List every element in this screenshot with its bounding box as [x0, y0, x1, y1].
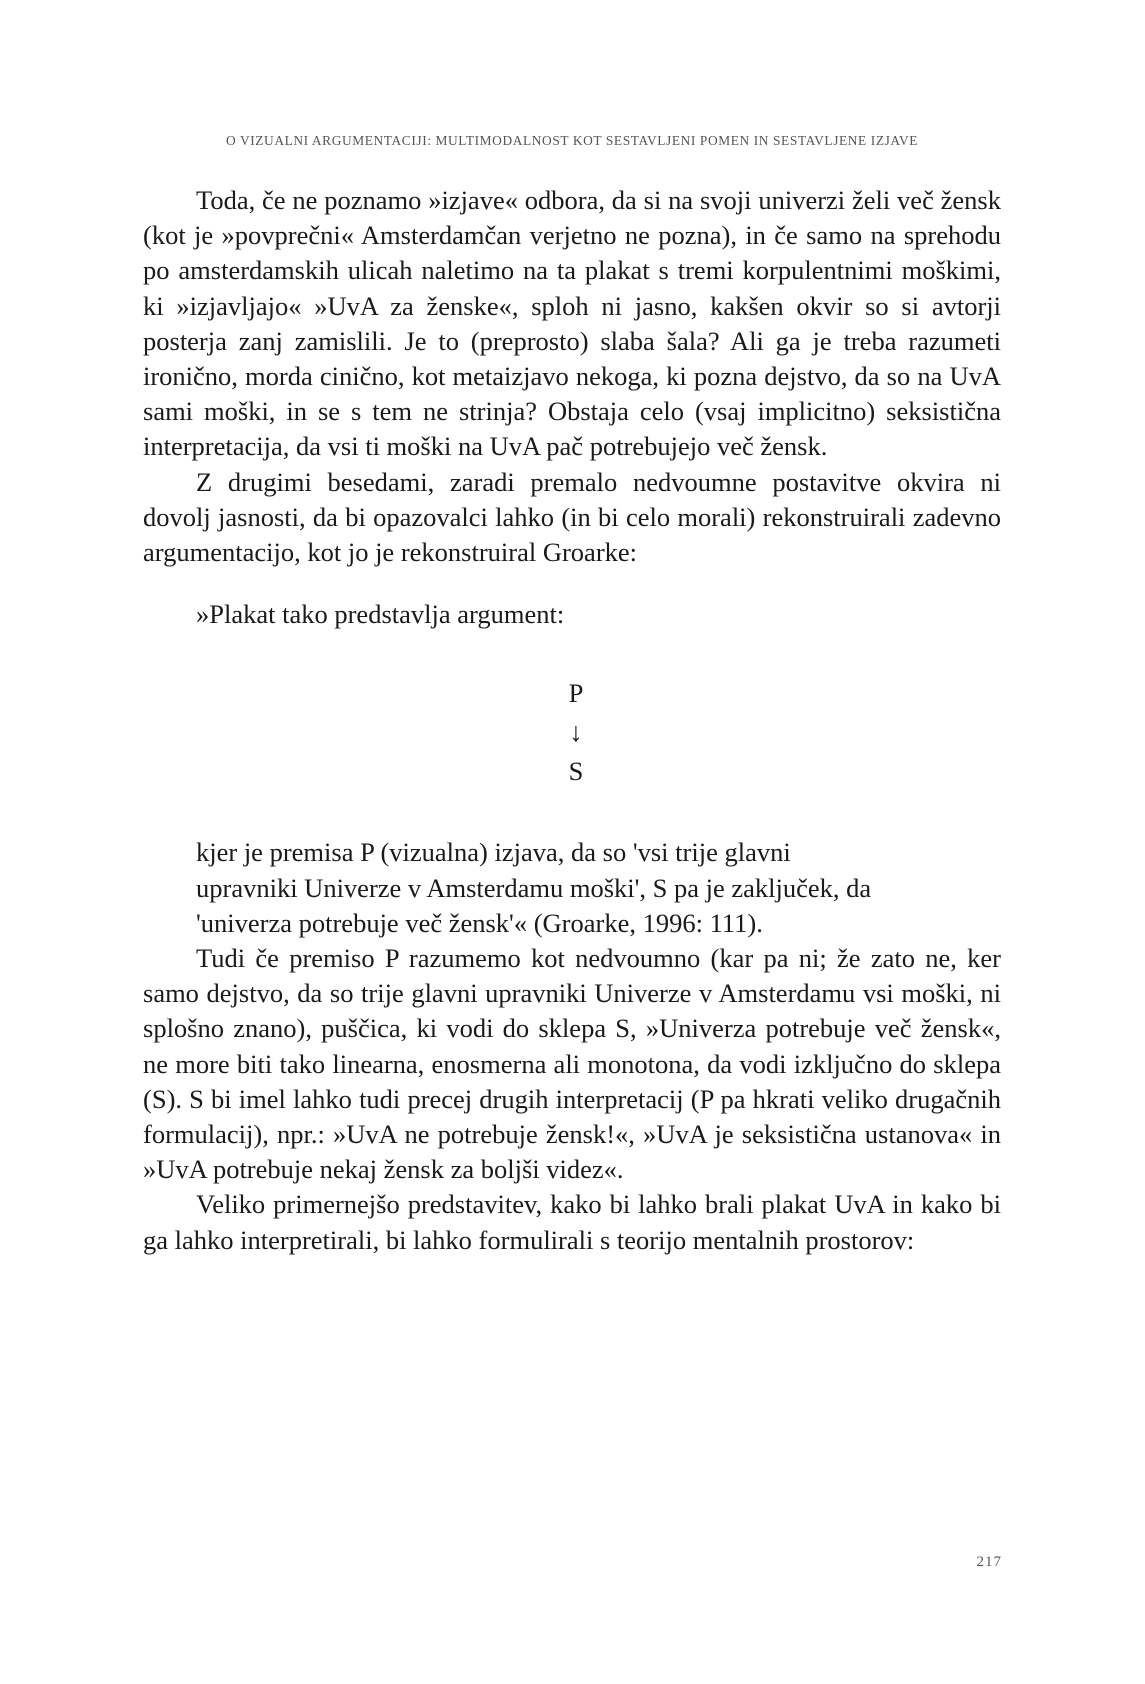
argument-formula: [143, 674, 1001, 791]
running-head: O VIZUALNI ARGUMENTACIJI: MULTIMODALNOST KOT SESTAVLJENI POMEN IN SESTAVLJENE IZJAVE: [225, 133, 919, 148]
page-number: 217: [976, 1554, 1002, 1570]
body-paragraph: Tudi če premiso P razumemo kot nedvoumno (kar pa ni; že zato ne, ker samo dejstvo, da so trije glavni upravniki Univerze v Amsterdamu vsi moški, ni splošno znano), puščica, ki vodi do sklepa S, »Univerza potrebuje več žensk«, ne more biti tako linearna, enosmerna ali monotona, da vodi izključno do sklepa (S). S bi imel lahko tudi precej drugih interpretacij (P pa hkrati veliko drugačnih formulacij), npr.: »UvA ne potrebuje žensk!«, »UvA je seksistična ustanova« in »UvA potrebuje nekaj žensk za boljši videz«.: [143, 943, 1001, 1185]
quote-intro: »Plakat tako predstavlja argument:: [196, 599, 565, 630]
page-body: [143, 183, 1001, 1258]
body-paragraph: Z drugimi besedami, zaradi premalo nedvoumne postavitve okvira ni dovolj jasnosti, da bi opazovalci lahko (in bi celo morali) rekonstruirali zadevno argumentacijo, kot jo je rekonstruiral Groarke:: [143, 466, 1001, 568]
premise-symbol: P: [568, 678, 584, 709]
conclusion-symbol: S: [568, 756, 584, 787]
body-paragraph: Veliko primernejšo predstavitev, kako bi lahko brali plakat UvA in kako bi ga lahko interpretirali, bi lahko formulirali s teorijo mentalnih prostorov:: [143, 1189, 1001, 1255]
down-arrow-icon: ↓: [569, 717, 583, 748]
block-quote: kjer je premisa P (vizualna) izjava, da so 'vsi trije glavni upravniki Univerze v Amsterdamu moški', S pa je zaključek, da 'univerza potrebuje več žensk'« (Groarke, 1996: 111).: [196, 837, 872, 938]
body-paragraph: Toda, če ne poznamo »izjave« odbora, da si na svoji univerzi želi več žensk (kot je »povprečni« Amsterdamčan verjetno ne pozna), in če samo na sprehodu po amsterdamskih ulicah naletimo na ta plakat s tremi korpulentnimi moškimi, ki »izjavljajo« »UvA za ženske«, sploh ni jasno, kakšen okvir so si avtorji posterja zanj zamislili. Je to (preprosto) slaba šala? Ali ga je treba razumeti ironično, morda cinično, kot metaizjavo nekoga, ki pozna dejstvo, da so na UvA sami moški, in se s tem ne strinja? Obstaja celo (vsaj implicitno) seksistična interpretacija, da vsi ti moški na UvA pač potrebujejo več žensk.: [143, 185, 1001, 462]
